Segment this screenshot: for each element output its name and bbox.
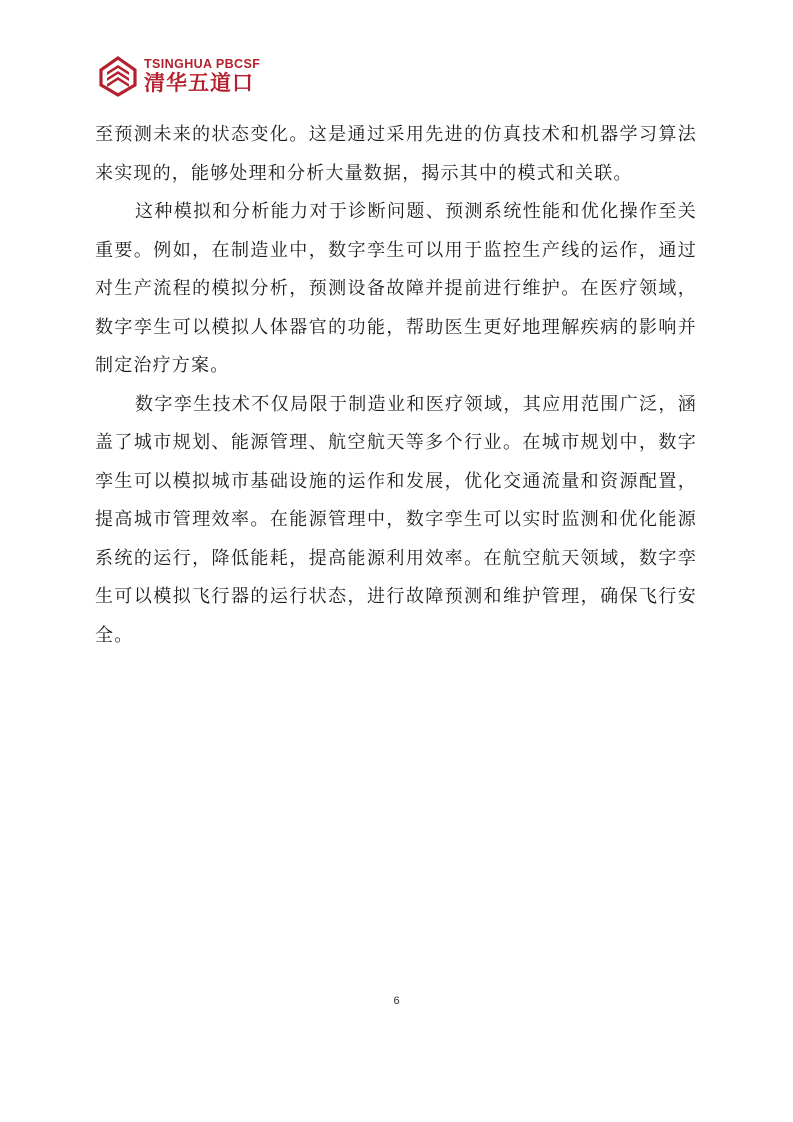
logo-english-text: TSINGHUA PBCSF <box>144 56 261 71</box>
logo-wordmark <box>144 58 260 95</box>
paragraph-simulation-analysis: 这种模拟和分析能力对于诊断问题、预测系统性能和优化操作至关重要。例如，在制造业中，数字孪生可以用于监控生产线的运作，通过对生产流程的模拟分析，预测设备故障并提前进行维护。在医疗领域，数字孪生可以模拟人体器官的功能，帮助医生更好地理解疾病的影响并制定治疗方案。 <box>95 201 697 376</box>
logo-chinese-text: 清华五道口 <box>144 71 254 96</box>
document-body <box>95 116 697 655</box>
tsinghua-pbcsf-logo-icon <box>98 55 138 97</box>
header-logo <box>98 52 260 100</box>
paragraph-applications: 数字孪生技术不仅局限于制造业和医疗领域，其应用范围广泛，涵盖了城市规划、能源管理、航空航天等多个行业。在城市规划中，数字孪生可以模拟城市基础设施的运作和发展，优化交通流量和资源配置，提高城市管理效率。在能源管理中，数字孪生可以实时监测和优化能源系统的运行，降低能耗，提高能源利用效率。在航空航天领域，数字孪生可以模拟飞行器的运行状态，进行故障预测和维护管理，确保飞行安全。 <box>95 393 697 646</box>
paragraph-continuation: 至预测未来的状态变化。这是通过采用先进的仿真技术和机器学习算法来实现的，能够处理和分析大量数据，揭示其中的模式和关联。 <box>95 124 697 184</box>
page-number: 6 <box>393 995 400 1007</box>
